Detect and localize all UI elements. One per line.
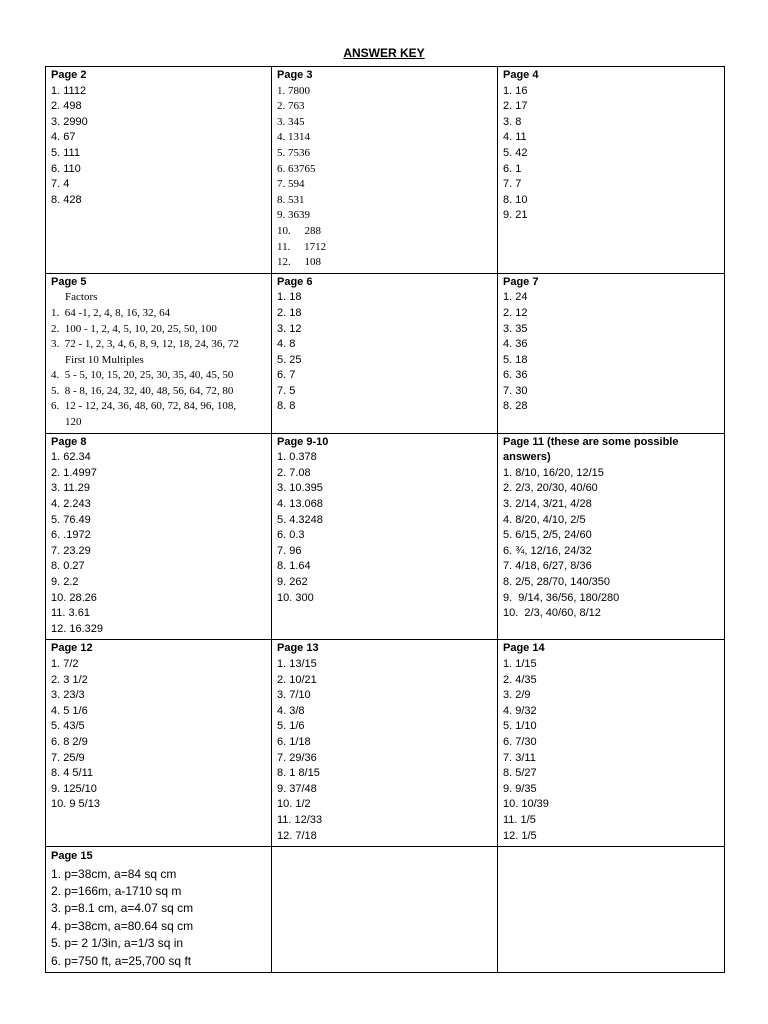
answer-line: 8. 2/5, 28/70, 140/350: [503, 576, 611, 588]
answer-line: 1. 7/2: [51, 657, 79, 670]
answer-line: 2. 100 - 1, 2, 4, 5, 10, 20, 25, 50, 100: [51, 322, 217, 335]
answer-line: 6. p=750 ft, a=25,700 sq ft: [51, 953, 192, 968]
answer-line: 8. 5/27: [503, 767, 537, 780]
answer-line: 4. 13.068: [277, 498, 323, 511]
answer-cell: [46, 640, 272, 847]
answer-line: 4. 2.243: [51, 498, 91, 511]
page-title: ANSWER KEY: [343, 46, 425, 60]
answer-line: 5. 25: [277, 353, 302, 366]
page-heading: Page 14: [503, 642, 545, 655]
answer-line: 2. 2/3, 20/30, 40/60: [503, 482, 598, 495]
answer-line: 7. 23.29: [51, 544, 91, 557]
answer-line: 7. 4/18, 6/27, 8/36: [503, 560, 592, 573]
answer-line: 1. 0.378: [277, 451, 317, 464]
answer-line: 1. 8/10, 16/20, 12/15: [503, 466, 604, 479]
answer-line: 5. 7536: [277, 146, 310, 159]
answer-line: 12. 7/18: [277, 829, 317, 842]
answer-line: 10. 288: [277, 224, 321, 237]
answer-line: 5. p= 2 1/3in, a=1/3 sq in: [51, 936, 184, 951]
answer-line: 7. 29/36: [277, 751, 317, 764]
answer-line: 6. 1: [503, 162, 522, 175]
page-heading: Page 4: [503, 69, 539, 81]
answer-line: 1. 24: [503, 291, 528, 304]
page-heading: Page 3: [277, 69, 313, 81]
answer-line: 5. 1/6: [277, 720, 305, 733]
page-heading: Page 12: [51, 642, 93, 655]
answer-line: 2. 12: [503, 306, 528, 319]
answer-line: 3. 8: [503, 115, 522, 128]
answer-line: 10. 300: [277, 591, 314, 604]
answer-cell: [498, 847, 725, 973]
answer-line: 3. 72 - 1, 2, 3, 4, 6, 8, 9, 12, 18, 24, 36, 72: [51, 338, 239, 351]
answer-cell: [46, 847, 272, 973]
answer-line: 6. 36: [503, 369, 528, 382]
answer-line: 1. 13/15: [277, 657, 317, 670]
answer-line: 4. 8: [277, 338, 296, 351]
answer-line: 6. .1972: [51, 529, 91, 542]
answer-line: 12. 16.329: [51, 622, 103, 635]
page-heading: Page 7: [503, 275, 539, 288]
answer-line: 10. 10/39: [503, 798, 549, 811]
page-heading: Page 5: [51, 275, 87, 288]
answer-line: First 10 Multiples: [65, 353, 144, 366]
answer-line: 5. 1/10: [503, 720, 537, 733]
answer-cell: [46, 273, 272, 433]
answer-line: 1. p=38cm, a=84 sq cm: [51, 866, 177, 881]
answer-line: 4. 3/8: [277, 704, 305, 717]
answer-line: 8. 28: [503, 400, 528, 413]
answer-line: 2. 3 1/2: [51, 673, 88, 686]
answer-line: 8. 428: [51, 193, 82, 206]
answer-line: 7. 594: [277, 178, 305, 191]
page-heading: Page 8: [51, 435, 87, 448]
answer-line: 3. 2/14, 3/21, 4/28: [503, 498, 592, 511]
answer-cell: [498, 273, 725, 433]
answer-line: 2. 763: [277, 100, 305, 113]
answer-line: 7. 25/9: [51, 751, 85, 764]
answer-line: 1. 18: [277, 291, 302, 304]
answer-line: 9. 125/10: [51, 782, 97, 795]
answer-line: 3. 345: [277, 115, 305, 128]
answer-line: 2. p=166m, a-1710 sq m: [51, 883, 182, 898]
answer-line: 4. 5 - 5, 10, 15, 20, 25, 30, 35, 40, 45, 50: [51, 369, 234, 382]
answer-line: 4. 8/20, 4/10, 2/5: [503, 513, 586, 526]
answer-line: 1. 7800: [277, 84, 310, 97]
answer-line: 6. 110: [51, 162, 81, 175]
answer-line: 9. 9/14, 36/56, 180/280: [503, 591, 620, 604]
answer-line: 8. 1.64: [277, 560, 311, 573]
page-heading: Page 6: [277, 275, 313, 288]
answer-line: 6. 0.3: [277, 529, 305, 542]
answer-line: 3. 23/3: [51, 689, 85, 702]
answer-line: 12. 108: [277, 256, 321, 269]
answer-cell: [498, 67, 725, 274]
answer-line: 3. 2/9: [503, 689, 531, 702]
answer-line: 1. 64 -1, 2, 4, 8, 16, 32, 64: [51, 306, 171, 319]
answer-cell: [498, 640, 725, 847]
answer-key-body: [46, 67, 725, 973]
answer-line: 5. 18: [503, 353, 528, 366]
answer-line: Factors: [65, 291, 98, 304]
answer-line: 2. 498: [51, 100, 82, 113]
table-row: [46, 67, 725, 274]
answer-line: 8. 8: [277, 400, 296, 413]
answer-line: 3. 35: [503, 322, 528, 335]
answer-line: 6. 7: [277, 369, 296, 382]
answer-line: 8. 4 5/11: [51, 767, 93, 780]
answer-cell: [272, 273, 498, 433]
answer-line: 7. 30: [503, 384, 528, 397]
answer-cell: [272, 433, 498, 640]
answer-line: 3. 11.29: [51, 482, 90, 495]
answer-line: 2. 4/35: [503, 673, 537, 686]
answer-line: 5. 111: [51, 146, 80, 159]
answer-line: 11. 12/33: [277, 813, 323, 826]
answer-line: 4. 11: [503, 131, 527, 144]
answer-cell: [46, 67, 272, 274]
answer-line: 5. 42: [503, 146, 528, 159]
answer-line: 2. 17: [503, 100, 528, 113]
answer-line: 2. 7.08: [277, 466, 311, 479]
answer-line: 120: [65, 416, 82, 429]
answer-line: 4. 5 1/6: [51, 704, 88, 717]
answer-line: 2. 18: [277, 306, 302, 319]
answer-line: 2. 1.4997: [51, 466, 97, 479]
answer-line: 6. 63765: [277, 162, 316, 175]
answer-line: 9. 2.2: [51, 576, 79, 588]
answer-line: 12. 1/5: [503, 829, 537, 842]
answer-line: 9. 3639: [277, 209, 310, 222]
answer-line: 4. 36: [503, 338, 528, 351]
answer-line: 1. 1/15: [503, 657, 537, 670]
answer-line: 4. 67: [51, 131, 76, 144]
answer-line: 3. 12: [277, 322, 302, 335]
answer-line: 10. 9 5/13: [51, 798, 100, 811]
answer-line: 8. 0.27: [51, 560, 85, 573]
answer-line: 1. 16: [503, 84, 528, 97]
answer-cell: [498, 433, 725, 640]
answer-line: 6. 12 - 12, 24, 36, 48, 60, 72, 84, 96, 108,: [51, 400, 237, 413]
answer-line: 4. 9/32: [503, 704, 537, 717]
table-row: [46, 273, 725, 433]
answer-line: 5. 43/5: [51, 720, 85, 733]
answer-cell: [272, 67, 498, 274]
answer-line: 7. 3/11: [503, 751, 536, 764]
answer-line: 5. 6/15, 2/5, 24/60: [503, 529, 592, 542]
answer-line: 3. p=8.1 cm, a=4.07 sq cm: [51, 901, 194, 916]
answer-line: 10. 28.26: [51, 591, 97, 604]
page-heading: Page 2: [51, 69, 87, 81]
answer-line: 9. 9/35: [503, 782, 537, 795]
answer-line: 10. 1/2: [277, 798, 311, 811]
answer-line: 4. 1314: [277, 131, 310, 144]
table-row: [46, 433, 725, 640]
answer-line: 7. 4: [51, 178, 70, 191]
answer-line: 11. 1712: [277, 240, 327, 253]
answer-line: 3. 2990: [51, 115, 88, 128]
answer-line: 6. 1/18: [277, 735, 311, 748]
answer-line: 3. 10.395: [277, 482, 323, 495]
answer-line: 2. 10/21: [277, 673, 317, 686]
answer-cell: [272, 640, 498, 847]
answer-line: 5. 76.49: [51, 513, 91, 526]
answer-line: 8. 10: [503, 193, 528, 206]
answer-cell: [272, 847, 498, 973]
answer-key-table: [45, 66, 725, 973]
answer-line: 3. 7/10: [277, 689, 311, 702]
answer-line: 7. 5: [277, 384, 296, 397]
answer-line: 9. 262: [277, 576, 308, 588]
answer-line: 5. 8 - 8, 16, 24, 32, 40, 48, 56, 64, 72, 80: [51, 384, 234, 397]
table-row: [46, 640, 725, 847]
answer-line: 8. 1 8/15: [277, 767, 320, 780]
table-row: [46, 847, 725, 973]
page-heading: Page 13: [277, 642, 319, 655]
answer-line: 6. ¾, 12/16, 24/32: [503, 544, 592, 557]
answer-line: 5. 4.3248: [277, 513, 323, 526]
answer-line: 8. 531: [277, 193, 305, 206]
answer-line: 7. 7: [503, 178, 522, 191]
answer-line: 9. 21: [503, 209, 528, 222]
answer-line: 6. 7/30: [503, 735, 537, 748]
page-heading: Page 9-10: [277, 435, 329, 448]
answer-line: 7. 96: [277, 544, 302, 557]
answer-cell: [46, 433, 272, 640]
answer-line: 6. 8 2/9: [51, 735, 88, 748]
answer-line: 4. p=38cm, a=80.64 sq cm: [51, 918, 194, 933]
answer-line: 10. 2/3, 40/60, 8/12: [503, 607, 601, 620]
answer-line: 11. 3.61: [51, 607, 90, 620]
answer-line: 9. 37/48: [277, 782, 317, 795]
answer-line: 11. 1/5: [503, 813, 536, 826]
answer-line: 1. 1112: [51, 84, 87, 97]
page-heading: Page 11 (these are some possible answers): [503, 435, 679, 464]
answer-line: 1. 62.34: [51, 451, 91, 464]
page-heading: Page 15: [51, 850, 93, 863]
